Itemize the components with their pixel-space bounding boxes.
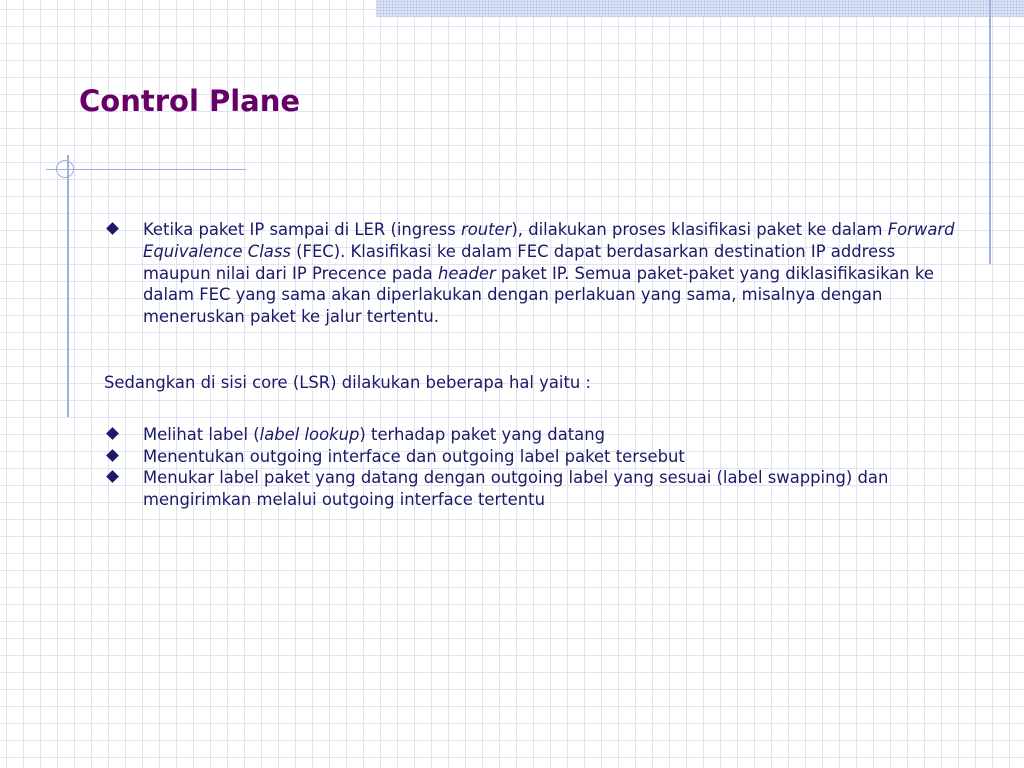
bullet-text: ), dilakukan proses klasifikasi paket ke dalam: [511, 220, 888, 239]
slide-content: [104, 219, 964, 511]
left-decorative-line: [67, 155, 69, 417]
diamond-bullet-icon: [106, 222, 119, 235]
bullet-emphasis: Forward Equivalence Class: [143, 220, 955, 261]
bullet-item-outgoing-interface: [104, 446, 964, 468]
top-decorative-band: [376, 0, 1024, 17]
diamond-bullet-icon: [106, 471, 119, 484]
decorative-circle: [56, 160, 74, 178]
bullet-text: Menukar label paket yang datang dengan outgoing label yang sesuai (label swapping) dan mengirimkan melalui outgoing interface tertentu: [143, 468, 889, 510]
bullet-item-label-swapping: [104, 467, 964, 511]
title-underline: [46, 169, 246, 170]
bullet-text: Ketika paket IP sampai di LER (ingress: [143, 220, 461, 239]
diamond-bullet-icon: [106, 427, 119, 440]
bullet-text: (FEC). Klasifikasi ke dalam FEC dapat berdasarkan destination IP address maupun nilai dari IP Precence pada: [143, 241, 896, 283]
bullet-item-label-lookup: [104, 424, 964, 446]
bullet-text: Melihat label (: [143, 424, 260, 444]
bullet-item-ler-classification: [104, 219, 964, 328]
bullet-emphasis: router: [460, 220, 512, 239]
slide-title: Control Plane: [79, 84, 301, 118]
core-lsr-paragraph: Sedangkan di sisi core (LSR) dilakukan beberapa hal yaitu :: [104, 372, 592, 392]
bullet-emphasis: label lookup: [259, 424, 360, 444]
diamond-bullet-icon: [106, 449, 119, 462]
bullet-emphasis: header: [437, 263, 496, 283]
bullet-text: Menentukan outgoing interface dan outgoing label paket tersebut: [143, 446, 685, 466]
bullet-text: ) terhadap paket yang datang: [359, 424, 606, 444]
bullet-text: paket IP. Semua paket-paket yang diklasifikasikan ke dalam FEC yang sama akan diperlakukan dengan perlakuan yang sama, misalnya dengan meneruskan paket ke jalur tertentu.: [143, 263, 934, 327]
right-decorative-line: [989, 0, 991, 264]
